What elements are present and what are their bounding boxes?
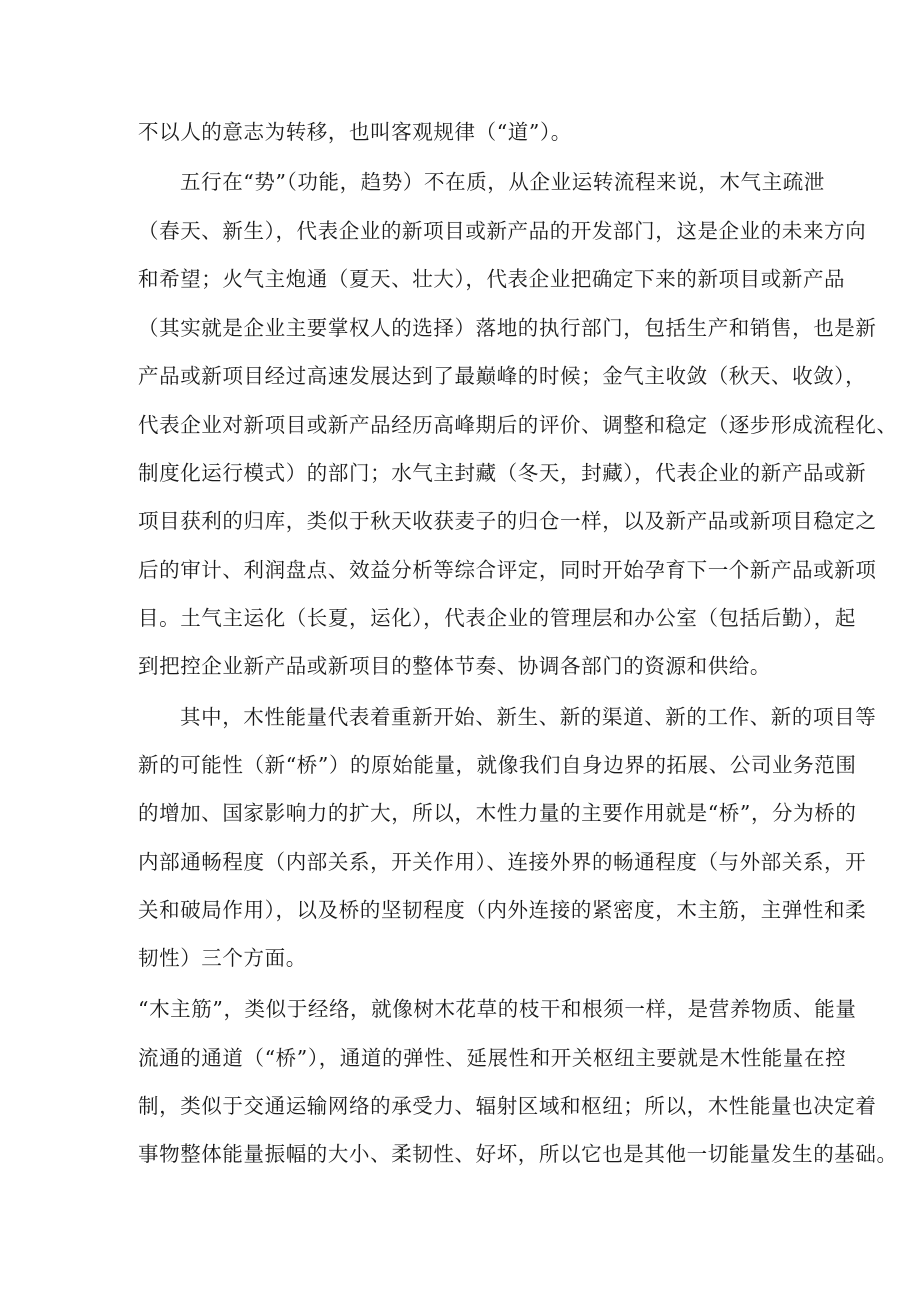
paragraph-line: 项目获利的归库，类似于秋天收获麦子的归仓一样，以及新产品或新项目稳定之 xyxy=(138,509,877,533)
paragraph-line: 韧性）三个方面。 xyxy=(138,946,307,970)
paragraph-line: 后的审计、利润盘点、效益分析等综合评定，同时开始孕育下一个新产品或新项 xyxy=(138,558,877,582)
paragraph-line: 新的可能性（新“桥”）的原始能量，就像我们自身边界的拓展、公司业务范围 xyxy=(138,753,857,777)
paragraph-line: 和希望；火气主炮通（夏天、壮大），代表企业把确定下来的新项目或新产品 xyxy=(138,267,846,291)
paragraph-line: （春天、新生），代表企业的新项目或新产品的开发部门，这是企业的未来方向 xyxy=(138,219,867,243)
paragraph-line: 其中，木性能量代表着重新开始、新生、新的渠道、新的工作、新的项目等 xyxy=(180,705,877,729)
paragraph-line: “木主筋”，类似于经络，就像树木花草的枝干和根须一样，是营养物质、能量 xyxy=(138,997,857,1021)
paragraph-line: 的增加、国家影响力的扩大，所以，木性力量的主要作用就是“桥”，分为桥的 xyxy=(138,801,857,825)
paragraph-line: 五行在“势”（功能，趋势）不在质，从企业运转流程来说，木气主疏泄 xyxy=(180,170,825,194)
paragraph-line: 目。土气主运化（长夏，运化），代表企业的管理层和办公室（包括后勤），起 xyxy=(138,606,856,630)
paragraph-line: 到把控企业新产品或新项目的整体节奏、协调各部门的资源和供给。 xyxy=(138,654,771,678)
paragraph-line: 制度化运行模式）的部门；水气主封藏（冬天，封藏），代表企业的新产品或新 xyxy=(138,461,867,485)
paragraph-line: 不以人的意志为转移，也叫客观规律（“道”）。 xyxy=(138,120,572,144)
paragraph-line: 关和破局作用），以及桥的坚韧程度（内外连接的紧密度，木主筋，主弹性和柔 xyxy=(138,898,867,922)
paragraph-line: 产品或新项目经过高速发展达到了最巅峰的时候；金气主收敛（秋天、收敛）， xyxy=(138,364,867,388)
paragraph-line: 制，类似于交通运输网络的承受力、辐射区域和枢纽；所以，木性能量也决定着 xyxy=(138,1094,877,1118)
paragraph-line: 内部通畅程度（内部关系，开关作用）、连接外界的畅通程度（与外部关系，开 xyxy=(138,850,867,874)
paragraph-line: 事物整体能量振幅的大小、柔韧性、好坏，所以它也是其他一切能量发生的基础。 xyxy=(138,1142,898,1166)
paragraph-line: （其实就是企业主要掌权人的选择）落地的执行部门，包括生产和销售，也是新 xyxy=(138,316,877,340)
paragraph-line: 流通的通道（“桥”），通道的弹性、延展性和开关枢纽主要就是木性能量在控 xyxy=(138,1046,847,1070)
paragraph-line: 代表企业对新项目或新产品经历高峰期后的评价、调整和稳定（逐步形成流程化、 xyxy=(138,413,898,437)
